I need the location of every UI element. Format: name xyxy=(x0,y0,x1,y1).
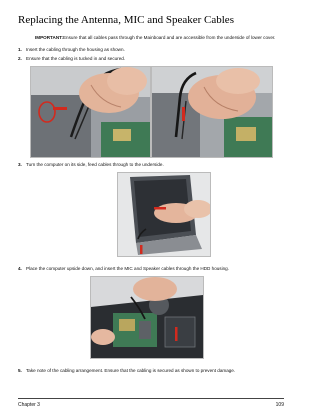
step-text: Place the computer upside down, and insert the MIC and Speaker cables through the HDD housing. xyxy=(26,266,230,271)
photo-cable-tucked xyxy=(151,66,273,158)
step-3 xyxy=(18,162,164,168)
step-1 xyxy=(18,47,125,53)
footer-chapter: Chapter 3 xyxy=(18,402,40,408)
footer-divider xyxy=(18,398,284,399)
step-text: Ensure that the cabling is tucked in and secured. xyxy=(26,56,126,61)
page-number: 109 xyxy=(275,402,284,408)
important-text: Ensure that all cables pass through the Mainboard and are accessible from the underside of lower cover. xyxy=(62,35,276,40)
photo-hdd-housing xyxy=(90,276,204,359)
important-note xyxy=(35,35,304,41)
step-number: 2. xyxy=(18,56,22,61)
step-4 xyxy=(18,266,229,272)
step-number: 5. xyxy=(18,368,22,373)
step-number: 1. xyxy=(18,47,22,52)
important-label: IMPORTANT: xyxy=(35,35,63,40)
step-text: Turn the computer on its side, feed cables through to the underside. xyxy=(26,162,164,167)
step-5 xyxy=(18,368,235,374)
photo-computer-on-side xyxy=(117,172,211,257)
photo-cable-insert xyxy=(30,66,151,158)
step-text: Insert the cabling through the housing as shown. xyxy=(26,47,125,52)
step-number: 4. xyxy=(18,266,22,271)
step-2 xyxy=(18,56,125,62)
step-number: 3. xyxy=(18,162,22,167)
page-title: Replacing the Antenna, MIC and Speaker Cables xyxy=(18,14,234,26)
step-text: Take note of the cabling arrangement. Ensure that the cabling is secured as shown to prevent damage. xyxy=(26,368,236,373)
